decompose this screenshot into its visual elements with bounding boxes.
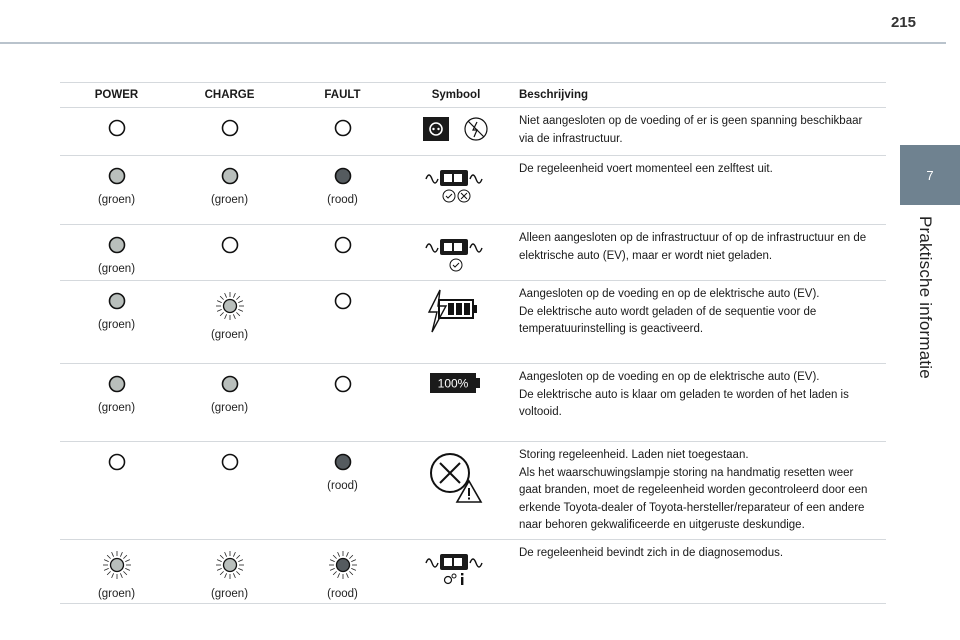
charge-led-label: (groen) — [210, 587, 249, 600]
description-line: De regeleenheid bevindt zich in de diagnosemodus. — [519, 546, 784, 559]
fault-warning-icon — [400, 449, 512, 505]
power-led-off-icon — [61, 118, 172, 138]
description-line: elektrische auto (EV), maar er wordt niet geladen. — [519, 249, 773, 262]
power-led-on-green-icon — [61, 291, 172, 311]
power-led-blink-green-icon — [61, 550, 172, 580]
charge-led-blink-green-icon — [174, 291, 285, 321]
symbol-cell — [399, 108, 513, 156]
header-power: POWER — [60, 83, 173, 108]
table-row — [60, 225, 886, 281]
description-line: Als het waarschuwingslampje storing na handmatig resetten weer — [519, 466, 854, 479]
power-led-cell — [60, 281, 173, 364]
symbol-cell — [399, 281, 513, 364]
charge-led-cell — [173, 108, 286, 156]
description-cell — [513, 364, 886, 442]
fault-led-label: (rood) — [327, 480, 358, 492]
table-row — [60, 442, 886, 540]
fault-led-off-icon — [287, 291, 398, 311]
charge-led-label: (groen) — [210, 329, 249, 341]
symbol-cell — [399, 364, 513, 442]
power-led-cell — [60, 225, 173, 281]
table-header-row — [60, 83, 886, 108]
power-led-cell — [60, 156, 173, 225]
description-line: Niet aangesloten op de voeding of er is geen spanning beschikbaar — [519, 115, 863, 127]
power-led-label: (groen) — [97, 319, 136, 331]
description-line: De elektrische auto wordt geladen of de sequentie voor de — [519, 305, 817, 318]
charge-led-label: (groen) — [210, 194, 249, 206]
header-fault: FAULT — [286, 83, 399, 108]
power-led-label: (groen) — [97, 263, 136, 275]
description-line: De elektrische auto is klaar om geladen te worden of het laden is — [519, 388, 849, 401]
description-line: via de infrastructuur. — [519, 132, 623, 145]
charge-led-blink-green-icon — [174, 550, 285, 580]
charge-led-cell — [173, 281, 286, 364]
power-led-cell — [60, 539, 173, 603]
power-led-label: (groen) — [97, 194, 136, 206]
table-row — [60, 364, 886, 442]
fault-led-cell — [286, 364, 399, 442]
fault-led-label: (rood) — [327, 587, 358, 600]
description-line: Aangesloten op de voeding en op de elektrische auto (EV). — [519, 371, 820, 383]
description-cell — [513, 156, 886, 225]
fault-led-blink-red-icon — [287, 550, 398, 580]
header-description: Beschrijving — [513, 83, 886, 108]
description-cell — [513, 225, 886, 281]
description-line: erkende Toyota-dealer of Toyota-hersteller/reparateur of een andere — [519, 501, 865, 514]
fault-led-off-icon — [287, 235, 398, 255]
symbol-cell — [399, 442, 513, 540]
charge-led-cell — [173, 442, 286, 540]
battery-charging-icon — [400, 288, 512, 334]
fault-led-cell — [286, 442, 399, 540]
fault-led-off-icon — [287, 118, 398, 138]
fault-led-on-red-icon — [287, 452, 398, 472]
table-row — [60, 108, 886, 156]
charge-led-on-green-icon — [174, 166, 285, 186]
description-cell — [513, 108, 886, 156]
header-charge: CHARGE — [173, 83, 286, 108]
description-line: Aangesloten op de voeding en op de elektrische auto (EV). — [519, 288, 820, 300]
charge-led-cell — [173, 364, 286, 442]
table-row — [60, 156, 886, 225]
description-line: Storing regeleenheid. Laden niet toegestaan. — [519, 449, 749, 461]
description-line: naar behoren gekwalificeerde en uitgeruste deskundige. — [519, 519, 805, 531]
description-cell — [513, 539, 886, 603]
charger-status-table — [60, 82, 886, 604]
header-symbol: Symbool — [399, 83, 513, 108]
fault-led-on-red-icon — [287, 166, 398, 186]
power-led-cell — [60, 364, 173, 442]
power-led-cell — [60, 108, 173, 156]
description-line: gaat branden, moet de regeleenheid worden gecontroleerd door een — [519, 484, 868, 496]
description-cell — [513, 442, 886, 540]
page-number: 215 — [890, 14, 916, 31]
fault-led-cell — [286, 156, 399, 225]
charge-led-cell — [173, 539, 286, 603]
symbol-cell — [399, 156, 513, 225]
description-line: De regeleenheid voert momenteel een zelftest uit. — [519, 163, 773, 175]
fault-led-cell — [286, 225, 399, 281]
fault-led-cell — [286, 281, 399, 364]
charger-connected-check-icon — [400, 232, 512, 274]
charge-led-off-icon — [174, 118, 285, 138]
charger-self-test-icon — [400, 163, 512, 205]
charge-led-off-icon — [174, 452, 285, 472]
description-line: Alleen aangesloten op de infrastructuur of op de infrastructuur en de — [519, 232, 867, 244]
charger-diagnostic-icon — [400, 547, 512, 589]
power-led-off-icon — [61, 452, 172, 472]
table-row — [60, 539, 886, 603]
charge-led-off-icon — [174, 235, 285, 255]
power-led-label: (groen) — [97, 402, 136, 414]
symbol-cell — [399, 539, 513, 603]
fault-led-label: (rood) — [327, 194, 358, 206]
plug-and-no-power-icon — [400, 115, 512, 143]
fault-led-off-icon — [287, 374, 398, 394]
power-led-cell — [60, 442, 173, 540]
power-led-on-green-icon — [61, 374, 172, 394]
description-line: voltooid. — [519, 406, 562, 418]
power-led-on-green-icon — [61, 166, 172, 186]
charge-led-on-green-icon — [174, 374, 285, 394]
description-cell — [513, 281, 886, 364]
fault-led-cell — [286, 539, 399, 603]
chapter-tab[interactable]: 7 — [900, 145, 960, 205]
charge-led-label: (groen) — [210, 402, 249, 414]
battery-percent-text: 100% — [437, 376, 469, 391]
symbol-cell — [399, 225, 513, 281]
charge-led-cell — [173, 225, 286, 281]
header-rule — [0, 42, 946, 44]
table-row — [60, 281, 886, 364]
charge-led-cell — [173, 156, 286, 225]
power-led-label: (groen) — [97, 587, 136, 600]
power-led-on-green-icon — [61, 235, 172, 255]
fault-led-cell — [286, 108, 399, 156]
chapter-title: Praktische informatie — [916, 216, 935, 379]
battery-full-icon — [400, 371, 512, 395]
description-line: temperatuurinstelling is geactiveerd. — [519, 323, 704, 335]
